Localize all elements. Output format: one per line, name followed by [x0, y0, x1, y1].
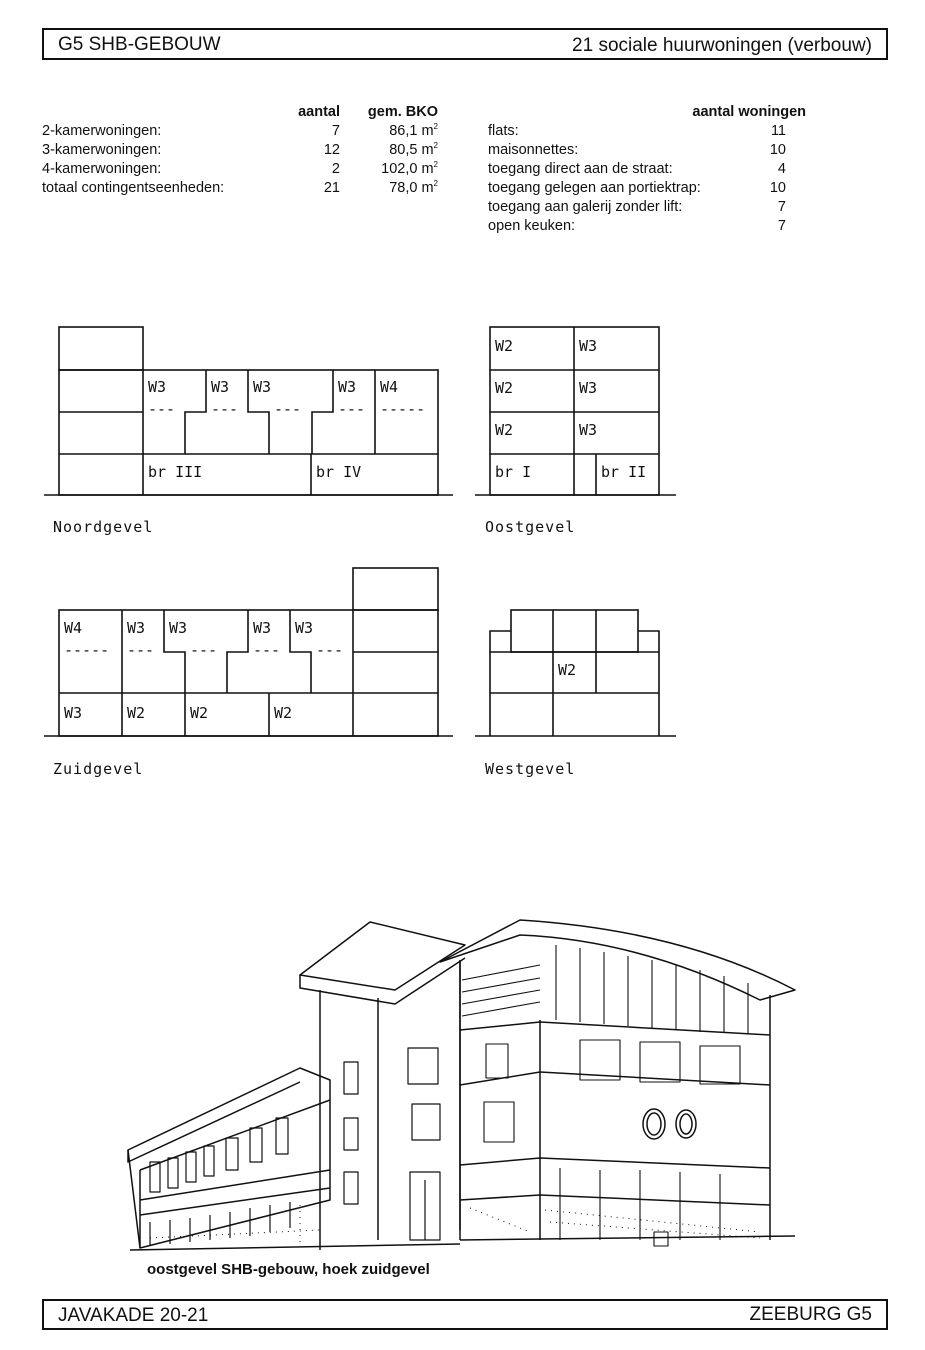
svg-text:W2: W2 — [495, 379, 514, 397]
row-count: 10 — [769, 142, 786, 158]
svg-text:---: --- — [127, 641, 155, 659]
svg-text:W3: W3 — [579, 337, 598, 355]
row-count: 7 — [331, 123, 340, 139]
oostgevel-title: Oostgevel — [485, 518, 576, 536]
svg-text:---: --- — [148, 400, 176, 418]
svg-text:W2: W2 — [127, 704, 146, 722]
svg-text:W3: W3 — [253, 619, 272, 637]
header-title: G5 SHB-GEBOUW — [58, 34, 221, 55]
footer-address: JAVAKADE 20-21 — [58, 1305, 209, 1326]
svg-text:W3: W3 — [579, 379, 598, 397]
svg-text:---: --- — [274, 400, 302, 418]
svg-text:W4: W4 — [64, 619, 83, 637]
noordgevel-title: Noordgevel — [53, 518, 154, 536]
row-label: maisonnettes: — [488, 142, 579, 158]
row-label: toegang gelegen aan portiektrap: — [488, 180, 701, 196]
svg-text:br IV: br IV — [316, 463, 362, 481]
row-count: 7 — [777, 218, 786, 234]
row-count: 12 — [323, 142, 340, 158]
row-count: 10 — [769, 180, 786, 196]
sketch-caption: oostgevel SHB-gebouw, hoek zuidgevel — [147, 1261, 430, 1278]
row-count: 7 — [777, 199, 786, 215]
svg-text:---: --- — [316, 641, 344, 659]
svg-text:W2: W2 — [274, 704, 293, 722]
svg-text:W3: W3 — [253, 378, 272, 396]
svg-text:br II: br II — [601, 463, 647, 481]
row-label: totaal contingentseenheden: — [42, 180, 225, 196]
oostgevel-labels — [495, 337, 646, 481]
row-area: 102,0 $m^2$ — [381, 160, 438, 177]
row-label: 2-kamerwoningen: — [42, 123, 162, 139]
col-area-header: gem. BKO — [367, 104, 438, 120]
row-count: 21 — [323, 180, 340, 196]
row-area: 86,1 $m^2$ — [389, 122, 438, 139]
svg-text:W2: W2 — [495, 421, 514, 439]
row-label: open keuken: — [488, 218, 576, 234]
svg-text:W3: W3 — [169, 619, 188, 637]
svg-text:br I: br I — [495, 463, 532, 481]
row-area: 80,5 $m^2$ — [389, 141, 438, 158]
access-heading: aantal woningen — [692, 104, 806, 120]
svg-text:-----: ----- — [64, 641, 110, 659]
svg-text:W3: W3 — [64, 704, 83, 722]
svg-text:W3: W3 — [295, 619, 314, 637]
svg-text:W2: W2 — [190, 704, 209, 722]
row-count: 2 — [331, 161, 340, 177]
row-label: flats: — [488, 123, 519, 139]
svg-text:W3: W3 — [579, 421, 598, 439]
svg-text:W3: W3 — [127, 619, 146, 637]
svg-text:W2: W2 — [495, 337, 514, 355]
row-area: 78,0 $m^2$ — [389, 179, 438, 196]
page-footer — [42, 1299, 888, 1330]
svg-text:W3: W3 — [338, 378, 357, 396]
svg-text:br III: br III — [148, 463, 203, 481]
footer-project-code: ZEEBURG G5 — [749, 1304, 872, 1325]
zuidgevel-labels — [64, 619, 343, 722]
row-label: toegang direct aan de straat: — [488, 161, 673, 177]
row-count: 11 — [770, 123, 786, 139]
svg-text:W3: W3 — [211, 378, 230, 396]
svg-text:W4: W4 — [380, 378, 399, 396]
svg-text:---: --- — [190, 641, 218, 659]
col-count-header: aantal — [298, 104, 340, 120]
noordgevel-labels — [148, 378, 425, 481]
row-count: 4 — [777, 161, 786, 177]
svg-text:-----: ----- — [380, 400, 426, 418]
svg-text:W3: W3 — [148, 378, 167, 396]
header-subtitle: 21 sociale huurwoningen (verbouw) — [572, 35, 872, 56]
zuidgevel-title: Zuidgevel — [53, 760, 144, 778]
svg-text:W2: W2 — [558, 661, 577, 679]
westgevel-title: Westgevel — [485, 760, 576, 778]
row-label: toegang aan galerij zonder lift: — [488, 199, 683, 215]
svg-text:---: --- — [338, 400, 366, 418]
svg-text:---: --- — [211, 400, 239, 418]
building-sketch — [128, 920, 795, 1250]
row-label: 3-kamerwoningen: — [42, 142, 162, 158]
svg-text:---: --- — [253, 641, 281, 659]
row-label: 4-kamerwoningen: — [42, 161, 162, 177]
westgevel-labels — [558, 661, 576, 679]
